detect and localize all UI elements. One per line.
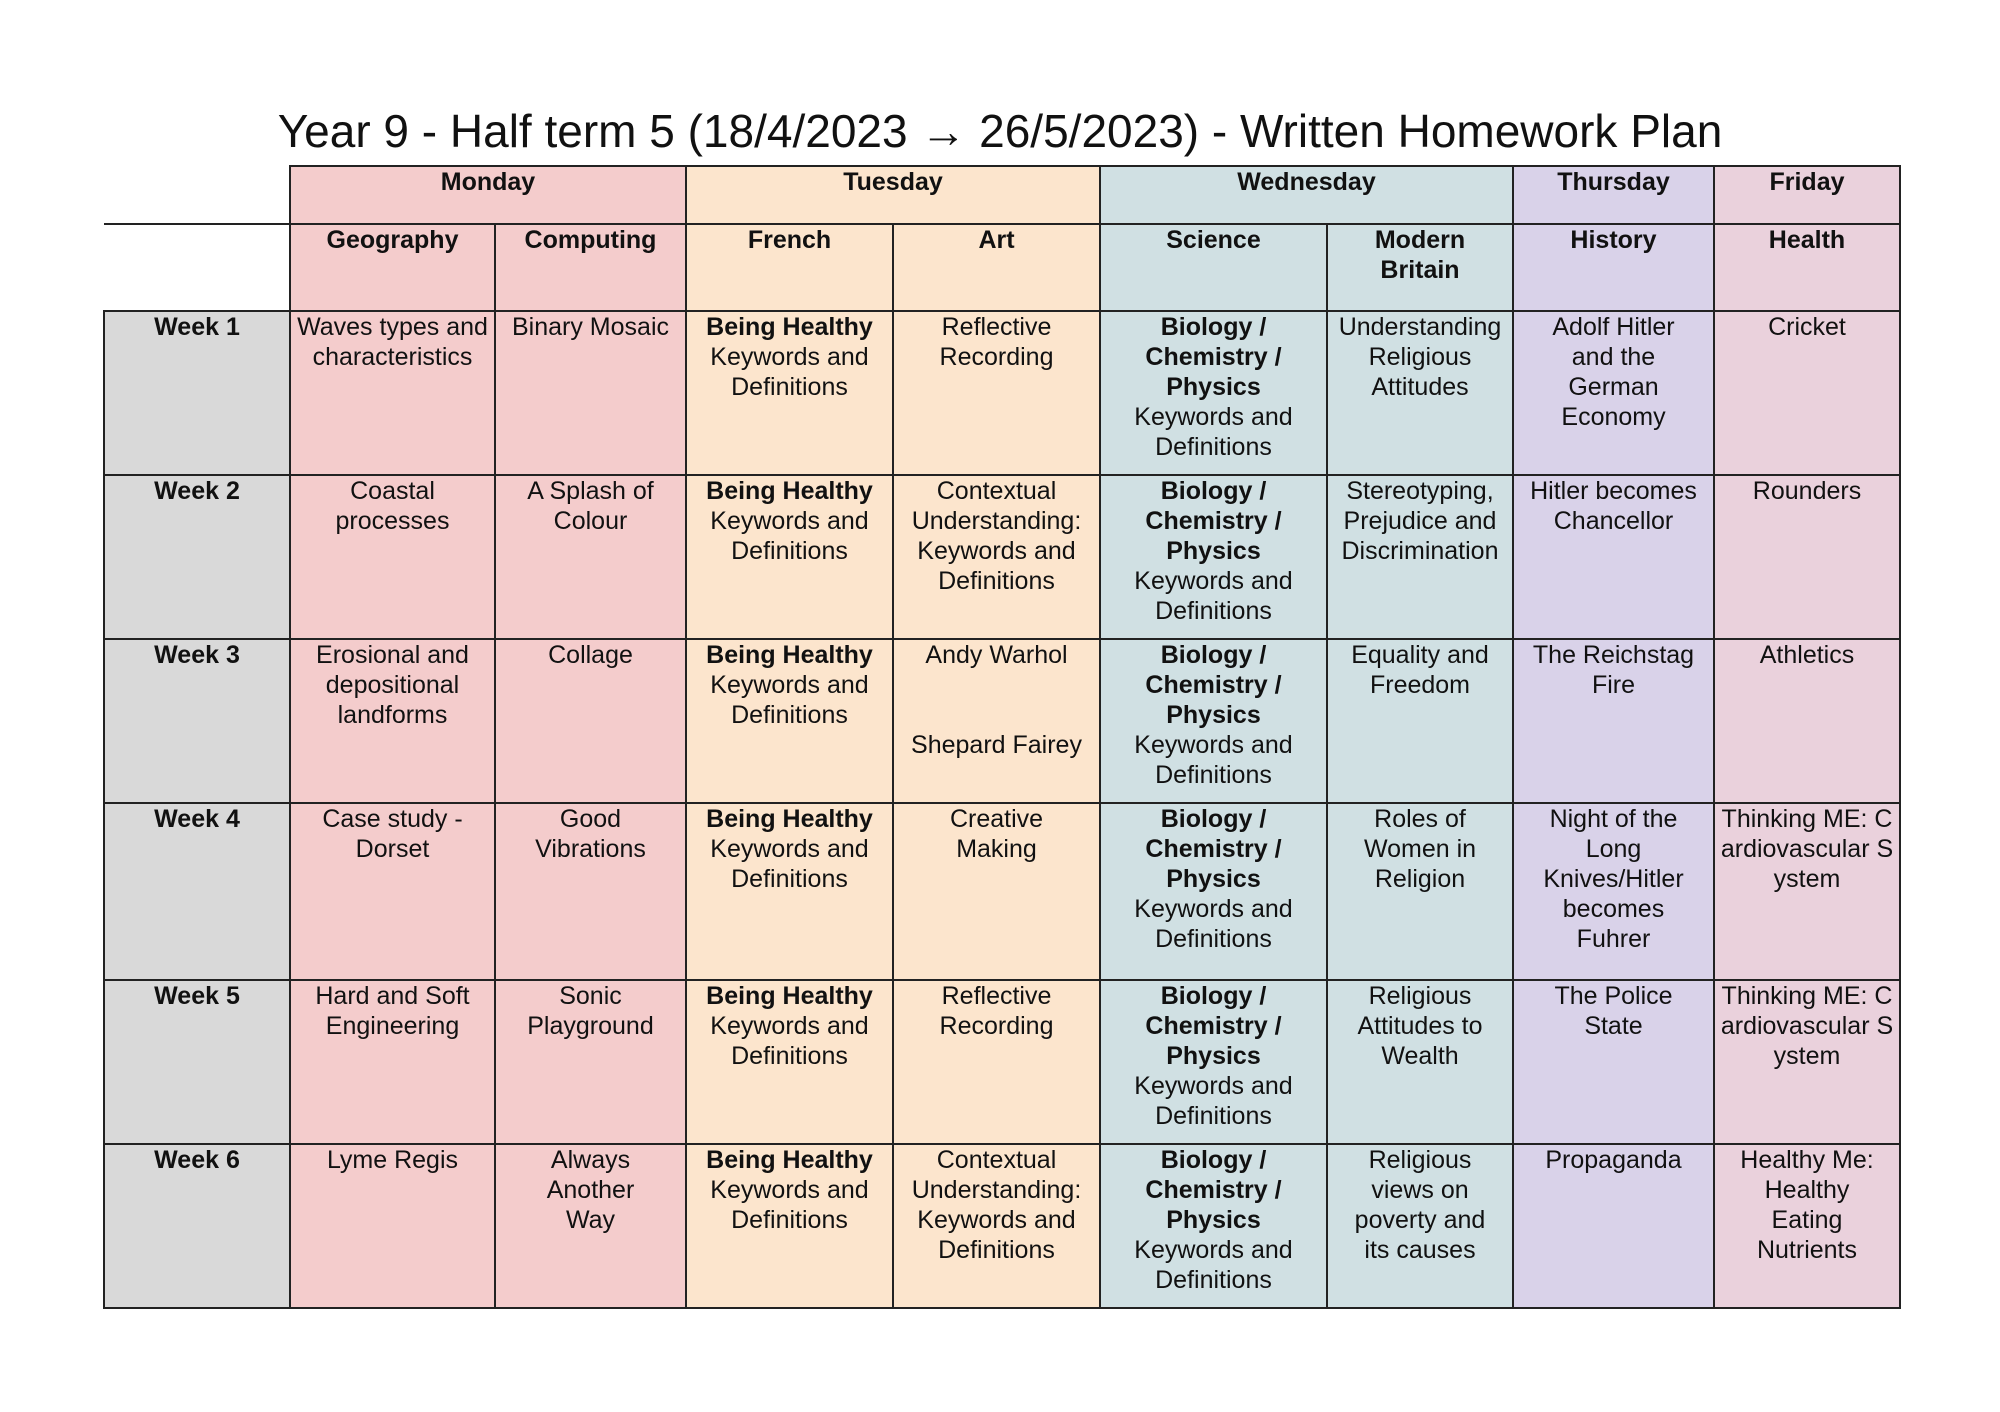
week-label: Week 3 — [104, 639, 290, 803]
subject-header-art: Art — [893, 224, 1100, 311]
health-cell: Thinking ME: Cardiovascular System — [1714, 803, 1900, 980]
history-cell: Propaganda — [1513, 1144, 1714, 1308]
modern-britain-cell: Roles of Women in Religion — [1327, 803, 1513, 980]
day-header-thursday: Thursday — [1513, 166, 1714, 224]
day-header-tuesday: Tuesday — [686, 166, 1100, 224]
science-task: Keywords and Definitions — [1134, 403, 1293, 461]
french-task: Keywords and Definitions — [710, 507, 869, 565]
science-topic: Biology / Chemistry / Physics — [1145, 982, 1282, 1070]
health-cell: Cricket — [1714, 311, 1900, 475]
health-cell: Athletics — [1714, 639, 1900, 803]
subject-header-row — [104, 224, 1900, 311]
week-row — [104, 639, 1900, 803]
week-label: Week 4 — [104, 803, 290, 980]
science-cell — [1100, 639, 1327, 803]
corner-blank-cell — [104, 166, 290, 224]
subject-header-science: Science — [1100, 224, 1327, 311]
french-task: Keywords and Definitions — [710, 1012, 869, 1070]
subject-header-history: History — [1513, 224, 1714, 311]
corner-blank-cell — [104, 224, 290, 311]
week-label: Week 5 — [104, 980, 290, 1144]
art-cell: Reflective Recording — [893, 980, 1100, 1144]
science-topic: Biology / Chemistry / Physics — [1145, 477, 1282, 565]
modern-britain-cell: Stereotyping, Prejudice and Discrimination — [1327, 475, 1513, 639]
science-task: Keywords and Definitions — [1134, 1236, 1293, 1294]
science-cell — [1100, 980, 1327, 1144]
art-task: Andy Warhol — [925, 641, 1068, 669]
geography-cell: Lyme Regis — [290, 1144, 495, 1308]
french-topic: Being Healthy — [706, 313, 873, 341]
french-cell — [686, 639, 893, 803]
modern-britain-cell: Understanding Religious Attitudes — [1327, 311, 1513, 475]
french-task: Keywords and Definitions — [710, 671, 869, 729]
french-cell — [686, 980, 893, 1144]
subject-header-geography: Geography — [290, 224, 495, 311]
history-cell: The Police State — [1513, 980, 1714, 1144]
french-topic: Being Healthy — [706, 1146, 873, 1174]
week-row — [104, 1144, 1900, 1308]
geography-cell: Waves types and characteristics — [290, 311, 495, 475]
history-cell: Night of the Long Knives/Hitler becomes Fuhrer — [1513, 803, 1714, 980]
computing-cell: Collage — [495, 639, 686, 803]
health-cell: Thinking ME: Cardiovascular System — [1714, 980, 1900, 1144]
science-cell — [1100, 803, 1327, 980]
art-task-second: Shepard Fairey — [911, 731, 1082, 759]
history-cell: Adolf Hitler and the German Economy — [1513, 311, 1714, 475]
week-row — [104, 311, 1900, 475]
science-cell — [1100, 475, 1327, 639]
computing-cell: A Splash of Colour — [495, 475, 686, 639]
science-cell — [1100, 311, 1327, 475]
homework-plan-table — [103, 165, 1901, 1309]
french-topic: Being Healthy — [706, 477, 873, 505]
history-cell: Hitler becomes Chancellor — [1513, 475, 1714, 639]
week-label: Week 2 — [104, 475, 290, 639]
subject-header-computing: Computing — [495, 224, 686, 311]
day-header-friday: Friday — [1714, 166, 1900, 224]
french-topic: Being Healthy — [706, 641, 873, 669]
french-cell — [686, 803, 893, 980]
art-cell: Reflective Recording — [893, 311, 1100, 475]
history-cell: The Reichstag Fire — [1513, 639, 1714, 803]
science-task: Keywords and Definitions — [1134, 567, 1293, 625]
week-row — [104, 980, 1900, 1144]
subject-header-health: Health — [1714, 224, 1900, 311]
geography-cell: Hard and Soft Engineering — [290, 980, 495, 1144]
week-label: Week 1 — [104, 311, 290, 475]
week-row — [104, 475, 1900, 639]
science-topic: Biology / Chemistry / Physics — [1145, 313, 1282, 401]
geography-cell: Case study - Dorset — [290, 803, 495, 980]
science-task: Keywords and Definitions — [1134, 1072, 1293, 1130]
modern-britain-cell: Equality and Freedom — [1327, 639, 1513, 803]
french-task: Keywords and Definitions — [710, 1176, 869, 1234]
art-cell: Creative Making — [893, 803, 1100, 980]
science-task: Keywords and Definitions — [1134, 731, 1293, 789]
science-task: Keywords and Definitions — [1134, 895, 1293, 953]
art-cell: Contextual Understanding: Keywords and Definitions — [893, 475, 1100, 639]
health-cell: Healthy Me: Healthy Eating Nutrients — [1714, 1144, 1900, 1308]
week-label: Week 6 — [104, 1144, 290, 1308]
computing-cell: Binary Mosaic — [495, 311, 686, 475]
french-cell — [686, 475, 893, 639]
science-topic: Biology / Chemistry / Physics — [1145, 641, 1282, 729]
french-cell — [686, 1144, 893, 1308]
subject-header-french: French — [686, 224, 893, 311]
subject-header-modern-britain: Modern Britain — [1327, 224, 1513, 311]
health-cell: Rounders — [1714, 475, 1900, 639]
french-cell — [686, 311, 893, 475]
science-topic: Biology / Chemistry / Physics — [1145, 1146, 1282, 1234]
art-cell — [893, 639, 1100, 803]
page-title: Year 9 - Half term 5 (18/4/2023 → 26/5/2023) - Written Homework Plan — [277, 105, 1723, 157]
art-cell: Contextual Understanding: Keywords and Definitions — [893, 1144, 1100, 1308]
modern-britain-cell: Religious Attitudes to Wealth — [1327, 980, 1513, 1144]
computing-cell: Always Another Way — [495, 1144, 686, 1308]
day-header-wednesday: Wednesday — [1100, 166, 1513, 224]
science-cell — [1100, 1144, 1327, 1308]
computing-cell: Sonic Playground — [495, 980, 686, 1144]
geography-cell: Erosional and depositional landforms — [290, 639, 495, 803]
modern-britain-cell: Religious views on poverty and its causes — [1327, 1144, 1513, 1308]
science-topic: Biology / Chemistry / Physics — [1145, 805, 1282, 893]
french-topic: Being Healthy — [706, 982, 873, 1010]
computing-cell: Good Vibrations — [495, 803, 686, 980]
french-task: Keywords and Definitions — [710, 343, 869, 401]
week-row — [104, 803, 1900, 980]
french-task: Keywords and Definitions — [710, 835, 869, 893]
day-header-row — [104, 166, 1900, 224]
day-header-monday: Monday — [290, 166, 686, 224]
geography-cell: Coastal processes — [290, 475, 495, 639]
french-topic: Being Healthy — [706, 805, 873, 833]
